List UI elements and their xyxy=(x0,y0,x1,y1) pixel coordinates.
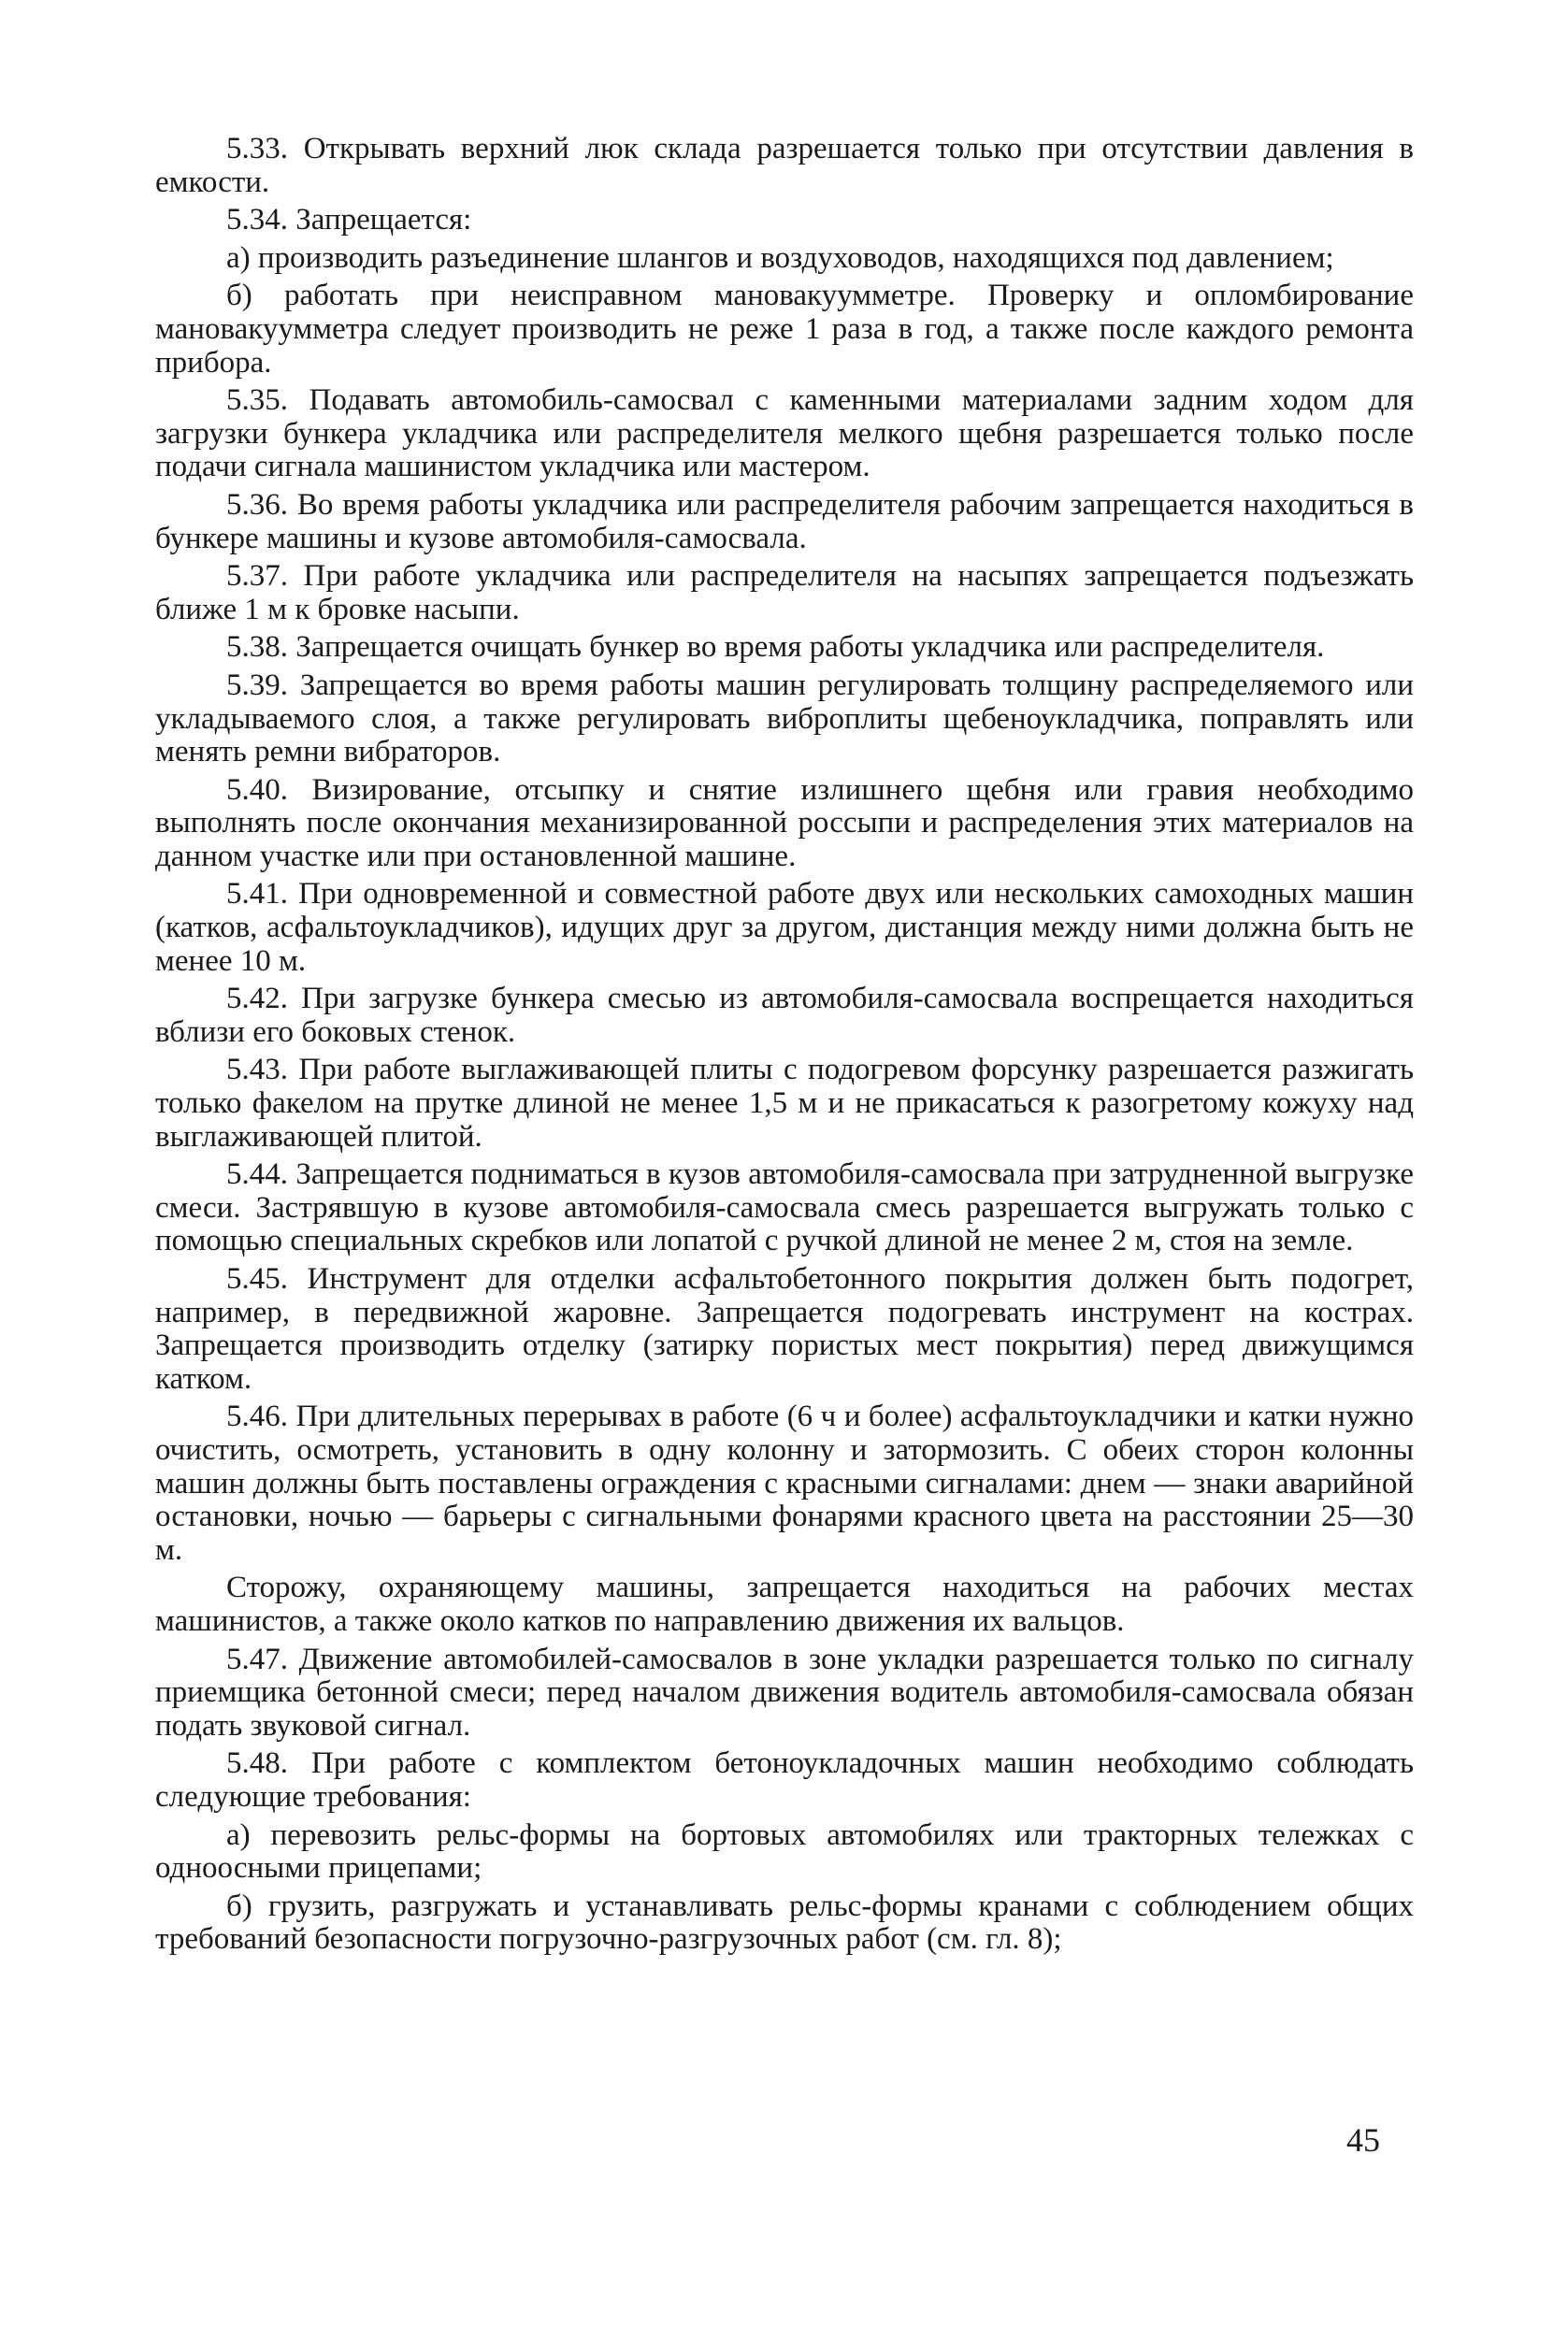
paragraph-5-42: 5.42. При загрузке бункера смесью из автомобиля-самосвала воспрещается находиться вблизи его боковых стенок. xyxy=(155,982,1414,1049)
paragraph-5-34-a: а) производить разъединение шлангов и воздуховодов, находящихся под давлением; xyxy=(226,240,1334,275)
paragraph-5-40: 5.40. Визирование, отсыпку и снятие излишнего щебня или гравия необходимо выполнять после окончания механизированной россыпи и распределения этих материалов на данном участке или при остановленной машине. xyxy=(155,772,1414,873)
paragraph-5-46: 5.46. При длительных перерывах в работе (6 ч и более) асфальтоукладчики и катки нужно очистить, осмотреть, установить в одну колонну и затормозить. С обеих сторон колонны машин должны быть поставлены ограждения с красными сигналами: днем — знаки аварийной остановки, ночью — барьеры с сигнальными фонарями красного цвета на расстоянии 25—30 м. xyxy=(155,1400,1414,1567)
paragraph-5-39: 5.39. Запрещается во время работы машин регулировать толщину распределяемого или укладываемого слоя, а также регулировать виброплиты щебеноукладчика, поправлять или менять ремни вибраторов. xyxy=(155,668,1414,769)
paragraph-5-48-b: б) грузить, разгружать и устанавливать рельс-формы кранами с соблюдением общих требований безопасности погрузочно-разгрузочных работ (см. гл. 8); xyxy=(155,1889,1414,1957)
page-number: 45 xyxy=(1346,2121,1380,2159)
paragraph-5-34: 5.34. Запрещается: xyxy=(226,203,472,237)
paragraph-5-37: 5.37. При работе укладчика или распределителя на насыпях запрещается подъезжать ближе 1 м к бровке насыпи. xyxy=(155,559,1414,626)
body-text xyxy=(155,133,1414,1961)
paragraph-5-34-b: б) работать при неисправном мановакуумметре. Проверку и опломбирование мановакуумметра следует производить не реже 1 раза в год, а также после каждого ремонта прибора. xyxy=(155,279,1414,380)
paragraph-5-46-watchman: Сторожу, охраняющему машины, запрещается находиться на рабочих местах машинистов, а также около катков по направлению движения их вальцов. xyxy=(155,1571,1414,1638)
paragraph-5-35: 5.35. Подавать автомобиль-самосвал с каменными материалами задним ходом для загрузки бункера укладчика или распределителя мелкого щебня разрешается только после подачи сигнала машинистом укладчика или мастером. xyxy=(155,383,1414,484)
paragraph-5-48-a: а) перевозить рельс-формы на бортовых автомобилях или тракторных тележках с одноосными прицепами; xyxy=(155,1817,1414,1886)
paragraph-5-48: 5.48. При работе с комплектом бетоноукладочных машин необходимо соблюдать следующие требования: xyxy=(155,1746,1414,1814)
paragraph-5-43: 5.43. При работе выглаживающей плиты с подогревом форсунку разрешается разжигать только факелом на прутке длиной не менее 1,5 м и не прикасаться к разогретому кожуху над выглаживающей плитой. xyxy=(155,1053,1414,1154)
paragraph-5-41: 5.41. При одновременной и совместной работе двух или нескольких самоходных машин (катков, асфальтоукладчиков), идущих друг за другом, дистанция между ними должна быть не менее 10 м. xyxy=(155,877,1414,978)
paragraph-5-47: 5.47. Движение автомобилей-самосвалов в зоне укладки разрешается только по сигналу приемщика бетонной смеси; перед началом движения водитель автомобиля-самосвала обязан подать звуковой сигнал. xyxy=(155,1642,1414,1743)
paragraph-5-36: 5.36. Во время работы укладчика или распределителя рабочим запрещается находиться в бункере машины и кузове автомобиля-самосвала. xyxy=(155,487,1414,555)
paragraph-5-44: 5.44. Запрещается подниматься в кузов автомобиля-самосвала при затрудненной выгрузке смеси. Застрявшую в кузове автомобиля-самосвала смесь разрешается выгружать только с помощью специальных скребков или лопатой с ручкой длиной не менее 2 м, стоя на земле. xyxy=(155,1157,1414,1258)
paragraph-5-45: 5.45. Инструмент для отделки асфальтобетонного покрытия должен быть подогрет, например, в передвижной жаровне. Запрещается подогревать инструмент на кострах. Запрещается производить отделку (затирку пористых мест покрытия) перед движущимся катком. xyxy=(155,1262,1414,1396)
paragraph-5-38: 5.38. Запрещается очищать бункер во время работы укладчика или распределителя. xyxy=(226,630,1325,665)
paragraph-5-33: 5.33. Открывать верхний люк склада разрешается только при отсутствии давления в емкости. xyxy=(155,132,1414,199)
